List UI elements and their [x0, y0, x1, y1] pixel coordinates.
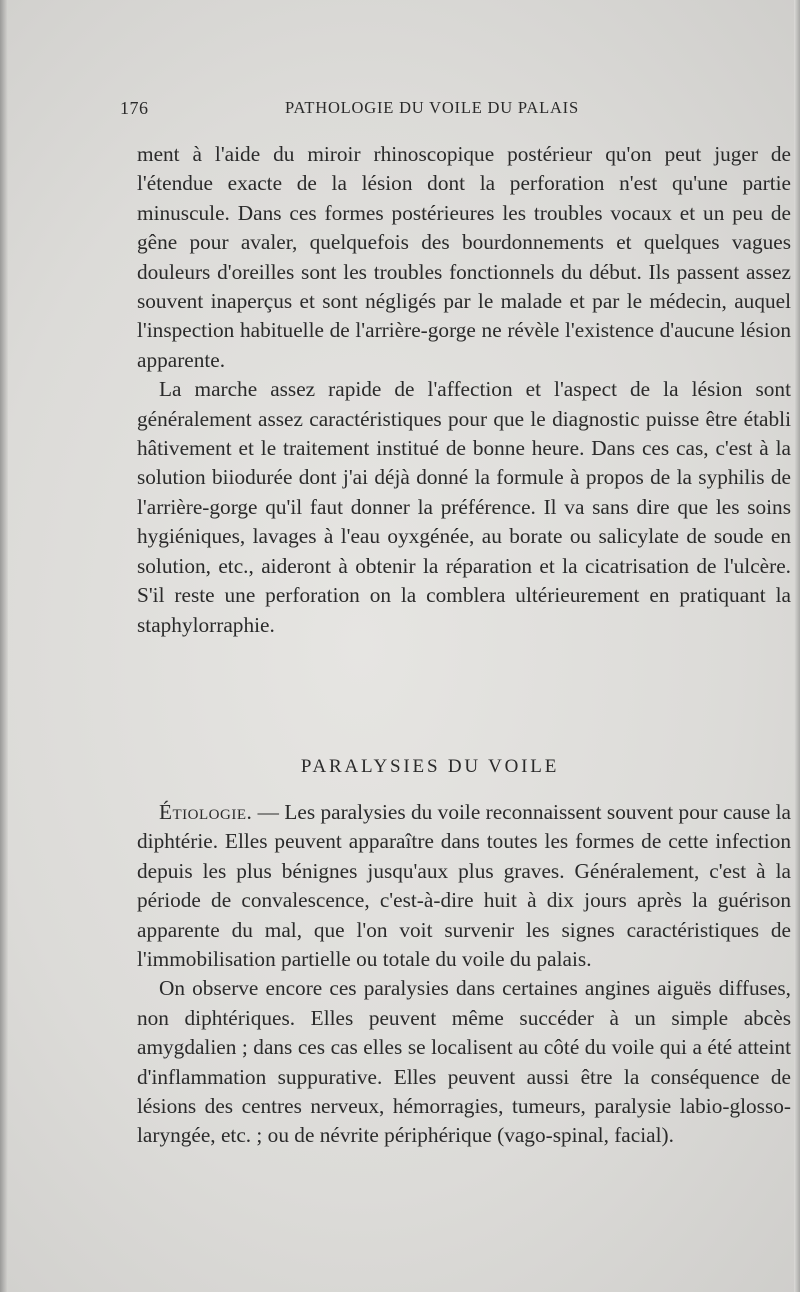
etiology-text: — Les paralysies du voile reconnaissent souvent pour cause la diphtérie. Elles peuvent apparaître dans toutes les formes de cette infection depuis les plus bénignes jusqu'aux plus graves. Généralement, c'est à la période de convalescence, c'est-à-dire huit à dix jours après la guérison apparente du mal, que l'on voit survenir les signes caractéristiques de l'immobilisation partielle ou totale du voile du palais.: [137, 800, 791, 972]
paragraph-other-causes: On observe encore ces paralysies dans certaines angines aiguës diffuses, non diphtériques. Elles peuvent même succéder à un simple abcès amygdalien ; dans ces cas elles se localisent au côté du voile qui a été atteint d'inflammation suppurative. Elles peuvent aussi être la conséquence de lésions des centres nerveux, hémorragies, tumeurs, paralysie labio-glosso-laryngée, etc. ; ou de névrite périphérique (vago-spinal, facial).: [137, 976, 791, 1148]
paragraph-continuation: ment à l'aide du miroir rhinoscopique postérieur qu'on peut juger de l'étendue exacte de la lésion dont la perforation n'est qu'une partie minuscule. Dans ces formes postérieures les troubles vocaux et un peu de gêne pour avaler, quelquefois des bourdonnements et quelques vagues douleurs d'oreilles sont les troubles fonctionnels du début. Ils passent assez souvent inaperçus et sont négligés par le malade et par le médecin, auquel l'inspection habituelle de l'arrière-gorge ne révèle l'existence d'aucune lésion apparente.: [137, 142, 791, 372]
paragraph-etiology: [137, 798, 791, 974]
section-title: PARALYSIES DU VOILE: [300, 756, 560, 777]
etiology-label: Étiologie.: [159, 800, 253, 824]
page-header: [120, 98, 760, 124]
body-text-top: [137, 140, 791, 640]
page-binding-shadow: [0, 0, 8, 1292]
paragraph-diagnosis-treatment: La marche assez rapide de l'affection et l'aspect de la lésion sont généralement assez caractéristiques pour que le diagnostic puisse être établi hâtivement et le traitement institué de bonne heure. Dans ces cas, c'est à la solution biiodurée dont j'ai déjà donné la formule à propos de la syphilis de l'arrière-gorge qu'il faut donner la préférence. Il va sans dire que les soins hygiéniques, lavages à l'eau oyxgénée, au borate ou salicylate de soude en solution, etc., aideront à obtenir la réparation et la cicatrisation de l'ulcère. S'il reste une perforation on la comblera ultérieurement en pratiquant la staphylorraphie.: [137, 377, 791, 637]
body-text-section: [137, 798, 791, 1151]
page-edge-shadow: [794, 0, 800, 1292]
page-number: 176: [120, 98, 149, 118]
running-head: PATHOLOGIE DU VOILE DU PALAIS: [285, 98, 579, 117]
